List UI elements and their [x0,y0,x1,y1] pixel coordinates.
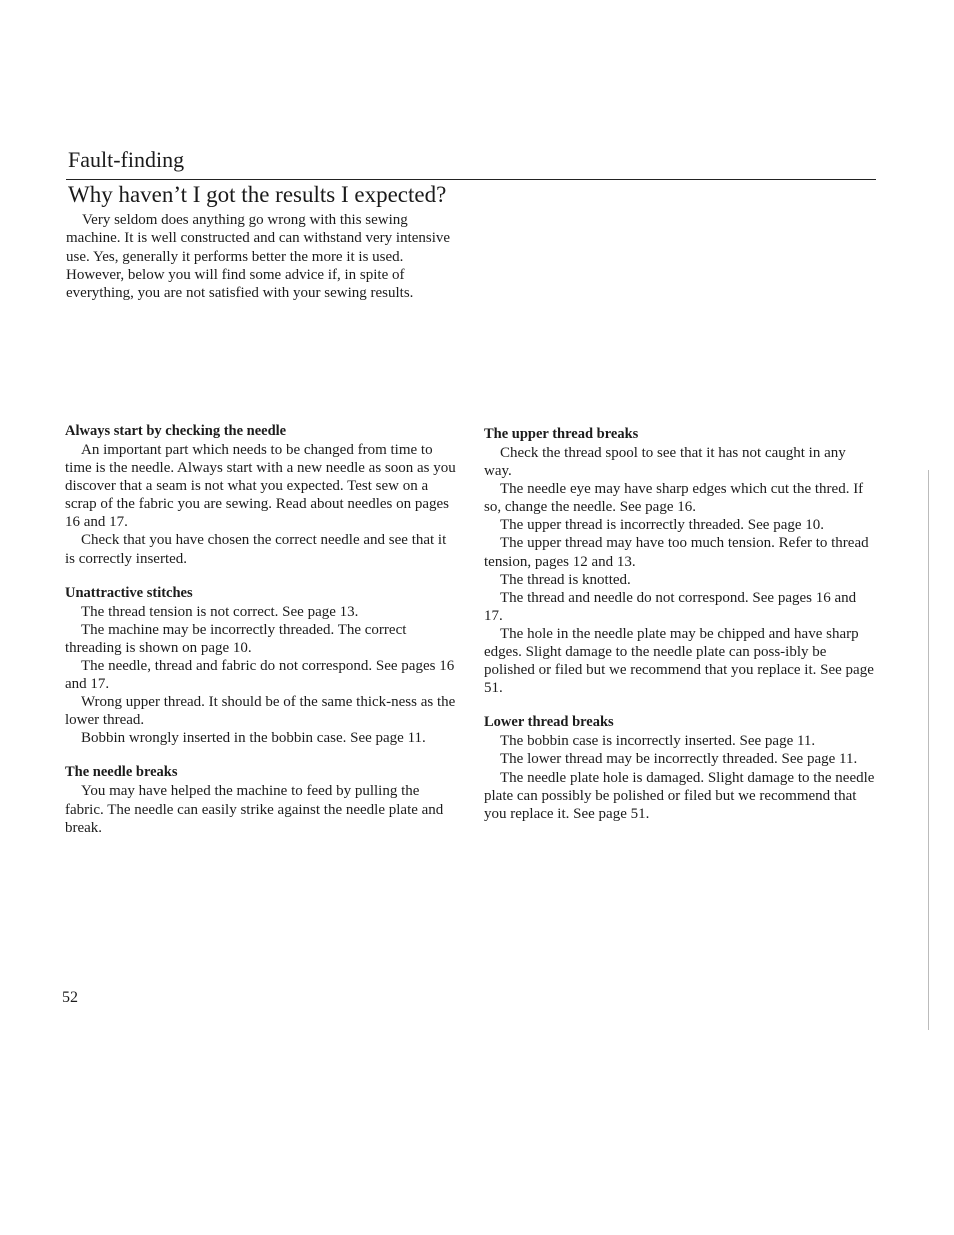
block-upper-thread-breaks [484,425,876,697]
block-lower-thread-breaks [484,713,876,822]
paragraph: The thread tension is not correct. See page 13. [81,603,359,620]
scan-edge-mark [928,470,929,1030]
paragraph: You may have helped the machine to feed by pulling the fabric. The needle can easily strike against the needle plate and break. [65,783,444,836]
page-number: 52 [62,989,78,1006]
paragraph: The lower thread may be incorrectly threaded. See page 11. [500,751,858,768]
left-column [65,422,457,837]
subheading: Lower thread breaks [484,714,614,731]
section-title: Fault-finding [68,147,185,172]
subheading: The upper thread breaks [484,426,639,442]
block-needle-breaks [65,763,457,836]
paragraph: An important part which needs to be changed from time to time is the needle. Always start with a new needle as soon as you discover that a seam is not what you expected. Test sew on a scrap of the fabric you are sewing. Read about needles on pages 16 and 17. [65,442,456,531]
subheading: Always start by checking the needle [65,423,287,439]
paragraph: Bobbin wrongly inserted in the bobbin case. See page 11. [81,730,426,747]
block-check-needle [65,422,457,568]
paragraph: The hole in the needle plate may be chipped and have sharp edges. Slight damage to the needle plate can poss-ibly be polished or filed but we recommend that you replace it. See page 51. [484,625,874,697]
paragraph: The machine may be incorrectly threaded. The correct threading is shown on page 10. [65,621,407,656]
paragraph: Wrong upper thread. It should be of the same thick-ness as the lower thread. [65,694,456,729]
paragraph: The needle, thread and fabric do not correspond. See pages 16 and 17. [65,657,455,693]
paragraph: The bobbin case is incorrectly inserted. See page 11. [500,733,816,750]
paragraph: Check that you have chosen the correct needle and see that it is correctly inserted. [65,532,447,567]
subheading: Unattractive stitches [65,584,193,601]
paragraph: The needle plate hole is damaged. Slight damage to the needle plate can possibly be polished or filed but we recommend that you replace it. See page 51. [484,769,875,822]
page-heading: Why haven’t I got the results I expected? [68,182,447,207]
intro-paragraph: Very seldom does anything go wrong with this sewing machine. It is well constructed and can withstand very intensive use. Yes, generally it performs better the more it is used. However, below you will find some advice if, in spite of everything, you are not satisfied with your sewing results. [66,212,451,302]
right-column [484,425,876,823]
paragraph: Check the thread spool to see that it has not caught in any way. [484,445,846,480]
block-unattractive-stitches [65,584,457,748]
paragraph: The thread and needle do not correspond. See pages 16 and 17. [484,589,857,624]
paragraph: The upper thread is incorrectly threaded. See page 10. [500,517,825,534]
subheading: The needle breaks [65,764,178,781]
paragraph: The needle eye may have sharp edges which cut the thred. If so, change the needle. See page 16. [484,481,864,516]
paragraph: The thread is knotted. [500,571,631,588]
paragraph: The upper thread may have too much tension. Refer to thread tension, pages 12 and 13. [484,535,869,570]
